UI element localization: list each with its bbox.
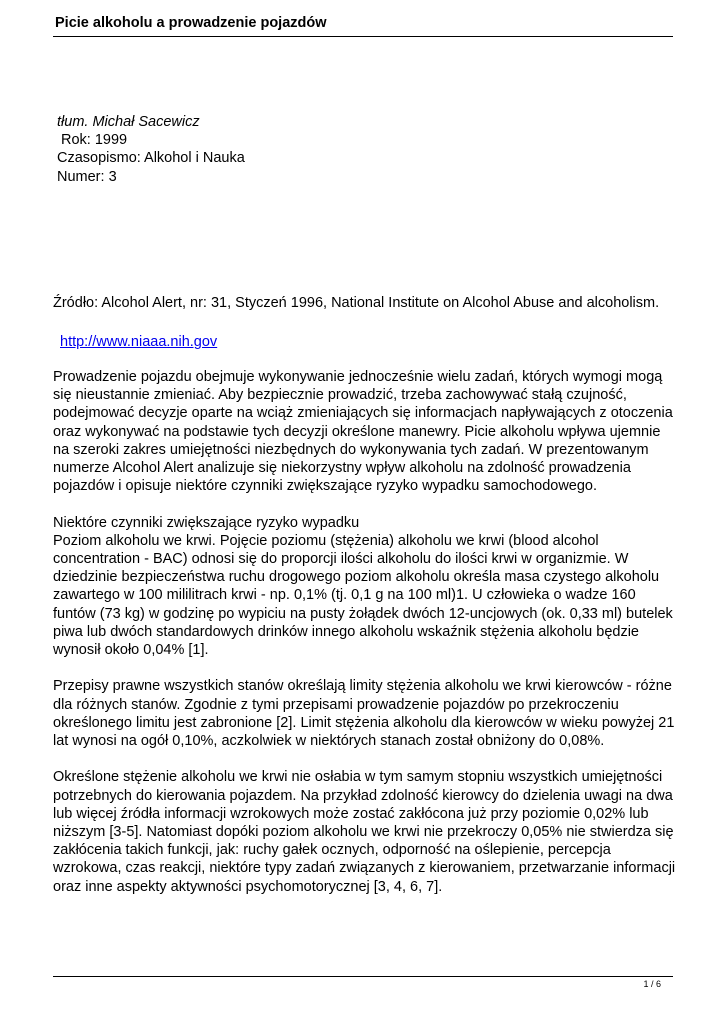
page-number: 1 / 6 [643, 979, 661, 989]
issue-number: Numer: 3 [57, 168, 117, 185]
effects-paragraph: Określone stężenie alkoholu we krwi nie osłabia w tym samym stopniu wszystkich umiejętności potrzebnych do kierowania pojazdem. Na przykład zdolność kierowcy do dzielenia uwagi na dwa lub więcej źródła informacji wzrokowych może zostać zakłócona już przy poziomie 0,02% lub niższym [3-5]. Natomiast dopóki poziom alkoholu we krwi nie przekroczy 0,05% nie stwierdza się zakłócenia takich funkcji, jak: ruchy gałek ocznych, odporność na oślepienie, percepcja wzrokowa, czas reakcji, niektóre typy zadań związanych z kierowaniem, przetwarzanie informacji oraz inne aspekty aktywności psychomotorycznej [3, 4, 6, 7]. [53, 769, 676, 895]
page-title: Picie alkoholu a prowadzenie pojazdów [55, 15, 327, 31]
publication-year: Rok: 1999 [61, 132, 128, 149]
bac-section [53, 514, 678, 660]
page-footer [53, 976, 673, 989]
bac-paragraph: Poziom alkoholu we krwi. Pojęcie poziomu (stężenia) alkoholu we krwi (blood alcohol concentration - BAC) odnosi się do proporcji ilości alkoholu do ilości krwi w organizmie. W dziedzinie bezpieczeństwa ruchu drogowego poziom alkoholu określa masa czystego alkoholu zawartego w 100 mililitrach krwi - np. 0,1% (tj. 0,1 g na 100 ml)1. U człowieka o wadze 160 funtów (73 kg) w godzinę po wypiciu na pusty żołądek dwóch 12-uncjowych (ok. 0,33 ml) butelek piwa lub dwóch standardowych drinków innego alkoholu wskaźnik stężenia alkoholu będzie wynosił około 0,04% [1]. [53, 532, 673, 659]
source-citation: Źródło: Alcohol Alert, nr: 31, Styczeń 1996, National Institute on Alcohol Abuse and alcoholism. [53, 295, 660, 311]
article-meta [57, 113, 245, 186]
source-link[interactable]: http://www.niaaa.nih.gov [60, 334, 218, 350]
section-heading: Niektóre czynniki zwiększające ryzyko wypadku [53, 514, 360, 531]
legal-paragraph: Przepisy prawne wszystkich stanów określają limity stężenia alkoholu we krwi kierowców - różne dla różnych stanów. Zgodnie z tymi przepisami prowadzenie pojazdów po przekroczeniu określonego limitu jest zabronione [2]. Limit stężenia alkoholu dla kierowców w wieku powyżej 21 lat wynosi na ogół 0,10%, aczkolwiek w niektórych stanach został obniżony do 0,08%. [53, 678, 675, 750]
page-header [53, 14, 673, 37]
translator-credit: tłum. Michał Sacewicz [57, 114, 200, 130]
journal-name: Czasopismo: Alkohol i Nauka [57, 150, 245, 167]
intro-paragraph: Prowadzenie pojazdu obejmuje wykonywanie jednocześnie wielu zadań, których wymogi mogą się nieustannie zmieniać. Aby bezpiecznie prowadzić, trzeba zachowywać stałą czujność, podejmować decyzje oparte na wciąż zmieniających się informacjach napływających z otoczenia oraz wykonywać na podstawie tych decyzji określone manewry. Picie alkoholu wpływa ujemnie na szeroki zakres umiejętności niezbędnych do wykonywania tych zadań. W prezentowanym numerze Alcohol Alert analizuje się niekorzystny wpływ alkoholu na zdolność prowadzenia pojazdów i opisuje niektóre czynniki zwiększające ryzyko wypadku samochodowego. [53, 369, 673, 495]
article-body [53, 368, 678, 914]
